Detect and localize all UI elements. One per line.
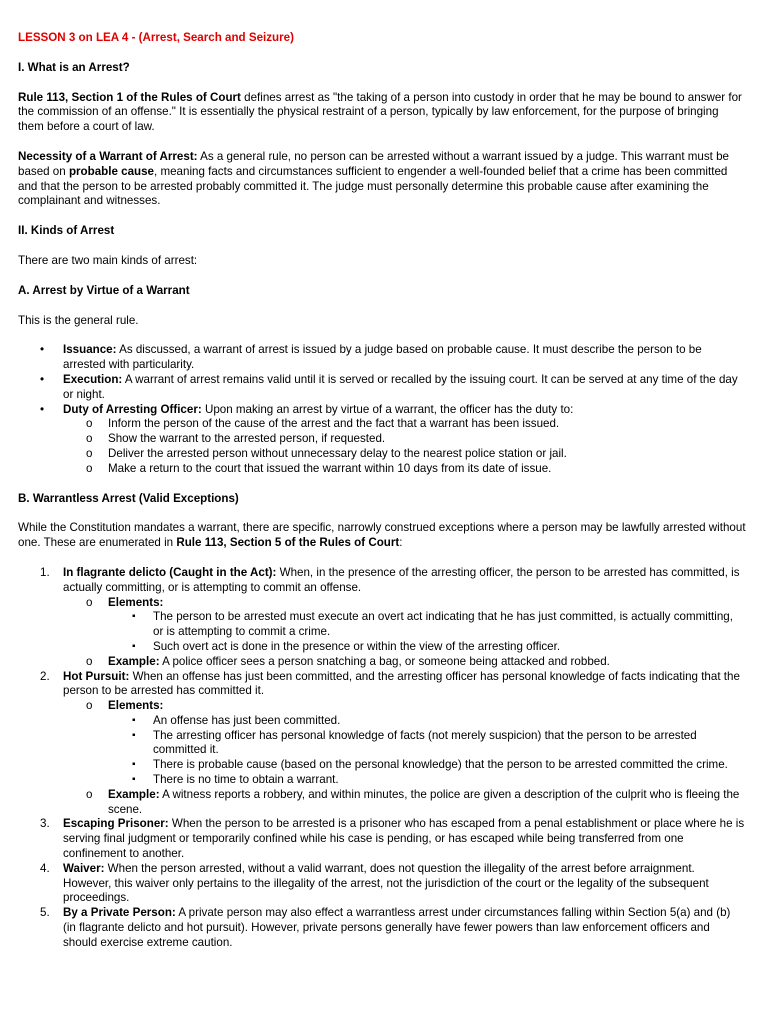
probable-cause-term: probable cause [68,164,154,178]
example-label: Example: [108,654,160,668]
list-item [18,862,746,906]
warrantless-exceptions-list [18,566,746,951]
example-text: A police officer sees a person snatching a bag, or someone being attacked and robbed. [159,654,610,668]
item-number: 1. [40,565,50,579]
list-item: o Inform the person of the cause of the arrest and the fact that a warrant has been issued. [63,417,746,432]
elements-label: Elements: [108,595,164,609]
bullet-text: A warrant of arrest remains valid until it is served or recalled by the issuing court. It can be served at any time of the day or night. [63,372,738,401]
item-text: When the person to be arrested is a prisoner who has escaped from a penal establishment or place where he is serving final judgment or temporarily confined while his case is pending, or has escaped while being transferred from one confinement to another. [63,817,745,861]
item-label: Waiver: [63,861,105,875]
paragraph-definition [18,91,746,135]
section-heading-kinds-of-arrest: II. Kinds of Arrest [18,224,115,238]
sub-list [63,596,746,670]
list-item [63,596,746,655]
warrant-bullet-list [18,343,746,476]
item-text: When the person arrested, without a valid warrant, does not question the illegality of the arrest before arraignment. However, this waiver only pertains to the illegality of the arrest, not the jurisdiction of the court or the legality of the subsequent proceedings. [63,861,709,905]
list-item: ▪ There is no time to obtain a warrant. [108,773,746,788]
warrantless-intro [18,521,746,551]
subheading-arrest-by-warrant: A. Arrest by Virtue of a Warrant [18,283,190,297]
list-item [18,566,746,670]
elements-list [108,714,746,788]
lesson-title: LESSON 3 on LEA 4 - (Arrest, Search and Seizure) [18,31,294,44]
list-item [18,817,746,861]
punctuation: : [399,536,403,550]
list-item [18,670,746,818]
item-label: By a Private Person: [63,906,176,920]
list-item: o Show the warrant to the arrested person, if requested. [63,432,746,447]
list-item: ▪ Such overt act is done in the presence or within the view of the arresting officer. [108,640,746,655]
rule-reference: Rule 113, Section 5 of the Rules of Court [176,536,400,550]
elements-label: Elements: [108,699,164,713]
list-item [18,373,746,403]
elements-list [108,610,746,654]
bullet-text: As discussed, a warrant of arrest is issued by a judge based on probable cause. It must describe the person to be arrested with particularity. [63,343,702,372]
list-item: o Deliver the arrested person without unnecessary delay to the nearest police station or jail. [63,447,746,462]
list-item: ▪ There is probable cause (based on the personal knowledge) that the person to be arrested committed the crime. [108,758,746,773]
warrant-necessity-label: Necessity of a Warrant of Arrest: [18,149,198,163]
list-item: ▪ An offense has just been committed. [108,714,746,729]
item-number: 3. [40,817,50,831]
example-label: Example: [108,787,160,801]
rule-reference: Rule 113, Section 1 of the Rules of Court [18,90,241,104]
paragraph-warrant-necessity [18,150,746,209]
general-rule-text: This is the general rule. [18,313,139,327]
item-number: 5. [40,906,50,920]
bullet-text: Upon making an arrest by virtue of a warrant, the officer has the duty to: [201,402,574,416]
kinds-intro: There are two main kinds of arrest: [18,253,198,267]
warrantless-intro-text: While the Constitution mandates a warrant, there are specific, narrowly construed exceptions where a person may be lawfully arrested without one. These are enumerated in [18,521,746,550]
section-heading-what-is-arrest: I. What is an Arrest? [18,60,130,74]
list-item: ▪ The arresting officer has personal knowledge of facts (not merely suspicion) that the person to be arrested committed it. [108,729,746,759]
bullet-label: Duty of Arresting Officer: [63,402,202,416]
item-text: When an offense has just been committed, and the arresting officer has personal knowledge of facts indicating that the person to be arrested has committed it. [63,669,740,698]
item-text: A private person may also effect a warrantless arrest under circumstances falling within Section 5(a) and (b) (in flagrante delicto and hot pursuit). However, private persons generally have fewer powers than law enforcement officers and should exercise extreme caution. [63,906,731,949]
list-item: ▪ The person to be arrested must execute an overt act indicating that he has just committed, is actually committing, or is attempting to commit a crime. [108,610,746,640]
officer-duties-list [63,417,746,476]
list-item: o Make a return to the court that issued the warrant within 10 days from its date of issue. [63,462,746,477]
list-item [63,699,746,788]
list-item [18,906,746,950]
bullet-label: Issuance: [63,343,117,357]
subheading-warrantless-arrest: B. Warrantless Arrest (Valid Exceptions) [18,491,239,505]
item-text: When, in the presence of the arresting officer, the person to be arrested has committed, is actually committing, or is attempting to commit an offense. [63,565,740,594]
list-item [63,788,746,818]
example-text: A witness reports a robbery, and within minutes, the police are given a description of the culprit who is fleeing the scene. [108,787,740,816]
list-item [18,403,746,477]
bullet-label: Execution: [63,372,123,386]
warrant-necessity-text-2: , meaning facts and circumstances sufficient to engender a well-founded belief that a crime has been committed and that the person to be arrested probably committed it. The judge must personally determine this probable cause after examining the complainant and witnesses. [18,164,728,208]
warrant-necessity-text: As a general rule, no person can be arrested without a warrant issued by a judge. This warrant must be based on [18,149,730,178]
item-label: In flagrante delicto (Caught in the Act): [63,565,277,579]
item-label: Escaping Prisoner: [63,817,169,831]
definition-text: defines arrest as "the taking of a person into custody in order that he may be bound to answer for the commission of an offense." It is essentially the physical restraint of a person, typically by law enforcement, for the purpose of bringing them before a court of law. [18,90,742,134]
list-item [18,343,746,373]
sub-list [63,699,746,817]
item-number: 2. [40,669,50,683]
item-number: 4. [40,861,50,875]
item-label: Hot Pursuit: [63,669,130,683]
list-item [63,655,746,670]
